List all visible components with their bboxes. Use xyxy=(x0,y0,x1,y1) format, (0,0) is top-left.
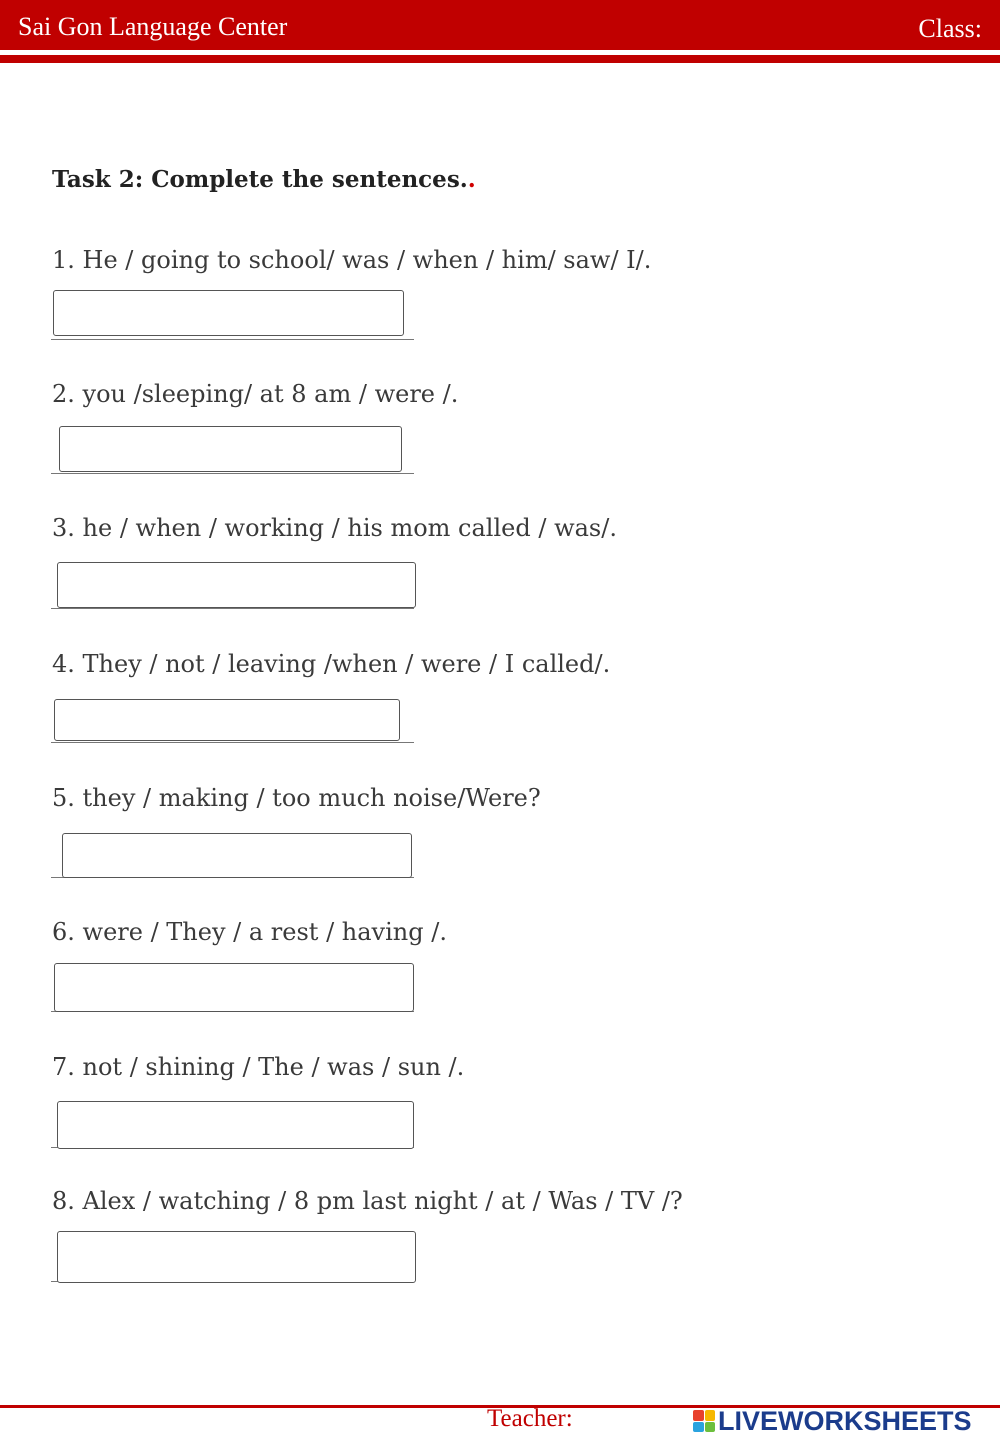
logo-square xyxy=(693,1422,704,1433)
answer-line-2 xyxy=(51,473,414,474)
answer-input-1[interactable] xyxy=(53,290,404,336)
question-7-text: 7. not / shining / The / was / sun /. xyxy=(52,1053,465,1081)
answer-line-4 xyxy=(51,742,414,743)
class-label: Class: xyxy=(918,14,982,43)
center-name: Sai Gon Language Center xyxy=(18,12,288,41)
answer-input-6[interactable] xyxy=(54,963,414,1012)
question-5-text: 5. they / making / too much noise/Were? xyxy=(52,784,541,812)
answer-input-4[interactable] xyxy=(54,699,400,741)
answer-input-5[interactable] xyxy=(62,833,412,878)
question-4-text: 4. They / not / leaving /when / were / I called/. xyxy=(52,650,611,678)
answer-input-8[interactable] xyxy=(57,1231,416,1283)
question-2-text: 2. you /sleeping/ at 8 am / were /. xyxy=(52,380,459,408)
answer-input-7[interactable] xyxy=(57,1101,414,1149)
logo-square xyxy=(705,1410,716,1421)
task-title-text: Task 2: Complete the sentences. xyxy=(52,166,468,193)
liveworksheets-logo-icon xyxy=(693,1410,715,1432)
answer-line-3 xyxy=(51,608,414,609)
answer-input-2[interactable] xyxy=(59,426,402,472)
teacher-label: Teacher: xyxy=(487,1405,573,1432)
liveworksheets-logo xyxy=(693,1406,972,1436)
question-3-text: 3. he / when / working / his mom called / was/. xyxy=(52,514,617,542)
answer-input-3[interactable] xyxy=(57,562,416,608)
task-title xyxy=(52,166,476,193)
logo-text: LIVEWORKSHEETS xyxy=(718,1405,972,1436)
question-6-text: 6. were / They / a rest / having /. xyxy=(52,918,447,946)
task-title-dot: . xyxy=(467,166,476,193)
question-8-text: 8. Alex / watching / 8 pm last night / at / Was / TV /? xyxy=(52,1187,683,1215)
logo-square xyxy=(693,1410,704,1421)
answer-line-1 xyxy=(51,339,414,340)
logo-square xyxy=(705,1422,716,1433)
header-divider xyxy=(0,55,1000,63)
question-1-text: 1. He / going to school/ was / when / him/ saw/ I/. xyxy=(52,246,652,274)
